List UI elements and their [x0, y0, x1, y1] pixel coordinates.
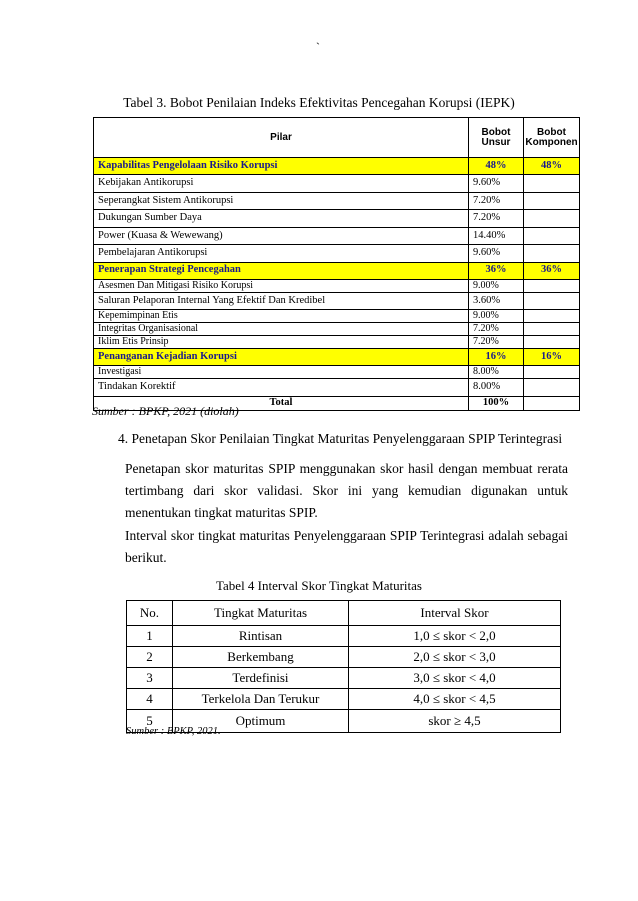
row-bobot-unsur: 8.00%	[469, 366, 524, 379]
table2-source: Sumber : BPKP, 2021.	[126, 726, 221, 737]
table-row	[94, 336, 580, 349]
row-interval: 1,0 ≤ skor < 2,0	[349, 626, 561, 647]
row-bobot-unsur: 7.20%	[469, 336, 524, 349]
row-bobot-komponen	[524, 292, 580, 310]
row-no: 1	[127, 626, 173, 647]
row-bobot-unsur: 9.00%	[469, 279, 524, 292]
table-row	[127, 647, 561, 668]
table1-caption: Tabel 3. Bobot Penilaian Indeks Efektivitas Pencegahan Korupsi (IEPK)	[123, 95, 515, 110]
section-heading: 4. Penetapan Skor Penilaian Tingkat Maturitas Penyelenggaraan SPIP Terintegrasi	[118, 431, 563, 446]
row-bobot-unsur: 36%	[469, 262, 524, 279]
row-label: Investigasi	[94, 366, 469, 379]
header-bobot-unsur: Bobot Unsur	[469, 118, 524, 158]
row-no: 4	[127, 689, 173, 710]
table-row	[94, 210, 580, 228]
row-bobot-unsur: 3.60%	[469, 292, 524, 310]
total-komponen	[524, 396, 580, 410]
row-interval: 3,0 ≤ skor < 4,0	[349, 668, 561, 689]
row-bobot-komponen: 16%	[524, 349, 580, 366]
pillar-row	[94, 349, 580, 366]
row-label: Kapabilitas Pengelolaan Risiko Korupsi	[94, 158, 469, 175]
iepk-weight-table	[93, 117, 580, 411]
table-row	[94, 192, 580, 210]
row-bobot-komponen	[524, 227, 580, 245]
row-label: Power (Kuasa & Wewewang)	[94, 227, 469, 245]
row-label: Seperangkat Sistem Antikorupsi	[94, 192, 469, 210]
header-pilar: Pilar	[94, 118, 469, 158]
row-label: Tindakan Korektif	[94, 379, 469, 397]
row-bobot-komponen: 36%	[524, 262, 580, 279]
table-row	[127, 668, 561, 689]
row-label: Dukungan Sumber Daya	[94, 210, 469, 228]
row-bobot-komponen	[524, 279, 580, 292]
row-bobot-komponen	[524, 310, 580, 323]
total-unsur: 100%	[469, 396, 524, 410]
row-bobot-komponen	[524, 366, 580, 379]
pillar-row	[94, 158, 580, 175]
table-row	[94, 310, 580, 323]
row-label: Penerapan Strategi Pencegahan	[94, 262, 469, 279]
maturity-interval-table	[126, 600, 561, 733]
row-tingkat: Berkembang	[173, 647, 349, 668]
row-bobot-komponen: 48%	[524, 158, 580, 175]
table-row	[94, 279, 580, 292]
table-row	[94, 227, 580, 245]
row-tingkat: Terdefinisi	[173, 668, 349, 689]
total-label: Total	[94, 396, 469, 410]
row-bobot-unsur: 7.20%	[469, 192, 524, 210]
header-bobot-komponen: Bobot Komponen	[524, 118, 580, 158]
row-bobot-unsur: 8.00%	[469, 379, 524, 397]
row-label: Asesmen Dan Mitigasi Risiko Korupsi	[94, 279, 469, 292]
row-bobot-unsur: 9.60%	[469, 245, 524, 263]
row-bobot-komponen	[524, 210, 580, 228]
table-row	[94, 366, 580, 379]
table-header-row	[127, 601, 561, 626]
row-bobot-komponen	[524, 245, 580, 263]
table1-source: Sumber : BPKP, 2021 (diolah)	[92, 404, 239, 418]
row-label: Saluran Pelaporan Internal Yang Efektif Dan Kredibel	[94, 292, 469, 310]
table-row	[127, 626, 561, 647]
row-bobot-komponen	[524, 175, 580, 193]
row-tingkat: Rintisan	[173, 626, 349, 647]
row-bobot-unsur: 16%	[469, 349, 524, 366]
row-bobot-unsur: 7.20%	[469, 323, 524, 336]
table-row	[94, 245, 580, 263]
row-label: Kepemimpinan Etis	[94, 310, 469, 323]
row-bobot-komponen	[524, 192, 580, 210]
header-tingkat: Tingkat Maturitas	[173, 601, 349, 626]
row-bobot-unsur: 9.00%	[469, 310, 524, 323]
page-mark: `	[316, 40, 320, 54]
row-label: Kebijakan Antikorupsi	[94, 175, 469, 193]
row-bobot-unsur: 48%	[469, 158, 524, 175]
paragraph-1: Penetapan skor maturitas SPIP menggunakan skor hasil dengan membuat rerata tertimbang dari skor validasi. Skor ini yang kemudian digunakan untuk menentukan tingkat maturitas SPIP.	[125, 461, 568, 520]
row-tingkat: Optimum	[173, 710, 349, 733]
row-bobot-unsur: 7.20%	[469, 210, 524, 228]
table-row	[127, 689, 561, 710]
row-bobot-unsur: 14.40%	[469, 227, 524, 245]
row-tingkat: Terkelola Dan Terukur	[173, 689, 349, 710]
row-no: 3	[127, 668, 173, 689]
table2-caption: Tabel 4 Interval Skor Tingkat Maturitas	[216, 578, 422, 593]
row-interval: skor ≥ 4,5	[349, 710, 561, 733]
row-bobot-unsur: 9.60%	[469, 175, 524, 193]
row-interval: 2,0 ≤ skor < 3,0	[349, 647, 561, 668]
row-label: Iklim Etis Prinsip	[94, 336, 469, 349]
row-bobot-komponen	[524, 379, 580, 397]
row-label: Penanganan Kejadian Korupsi	[94, 349, 469, 366]
header-no: No.	[127, 601, 173, 626]
table-row	[94, 323, 580, 336]
row-no: 2	[127, 647, 173, 668]
pillar-row	[94, 262, 580, 279]
row-no: 5	[127, 710, 173, 733]
table-row	[94, 175, 580, 193]
header-interval: Interval Skor	[349, 601, 561, 626]
table-row	[94, 292, 580, 310]
row-label: Pembelajaran Antikorupsi	[94, 245, 469, 263]
table-row	[94, 379, 580, 397]
row-label: Integritas Organisasional	[94, 323, 469, 336]
table-header-row	[94, 118, 580, 158]
paragraph-2: Interval skor tingkat maturitas Penyelenggaraan SPIP Terintegrasi adalah sebagai berikut.	[125, 528, 568, 565]
row-bobot-komponen	[524, 336, 580, 349]
row-bobot-komponen	[524, 323, 580, 336]
row-interval: 4,0 ≤ skor < 4,5	[349, 689, 561, 710]
